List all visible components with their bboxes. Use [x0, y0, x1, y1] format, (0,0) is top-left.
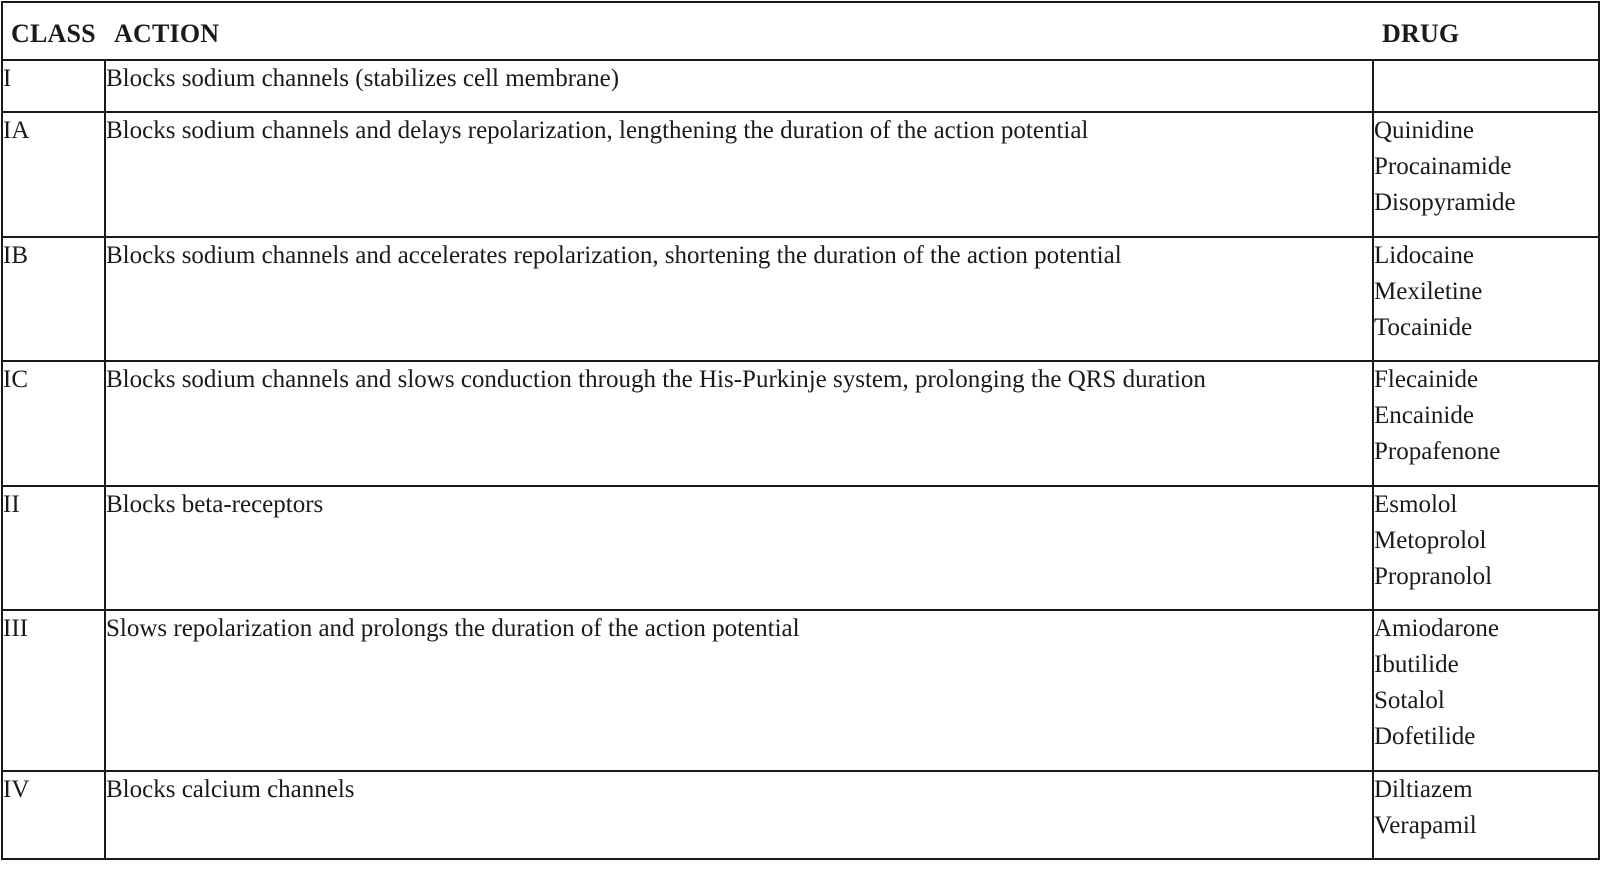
table-row: [2, 112, 1599, 237]
table-header-row: [2, 2, 1599, 60]
class-cell: IV: [2, 771, 105, 859]
drug-name: Propafenone: [1374, 438, 1501, 465]
drug-cell: [1373, 771, 1599, 859]
drug-name: Mexiletine: [1374, 278, 1483, 305]
action-cell: Slows repolarization and prolongs the duration of the action potential: [105, 610, 1373, 771]
drug-name: Quinidine: [1374, 117, 1474, 144]
action-cell: Blocks beta-receptors: [105, 486, 1373, 610]
header-drug: DRUG: [1382, 19, 1460, 48]
action-cell: Blocks sodium channels and accelerates repolarization, shortening the duration of the action potential: [105, 237, 1373, 361]
drug-name: Encainide: [1374, 402, 1474, 429]
header-class: CLASS: [11, 19, 96, 48]
drug-name: Disopyramide: [1374, 189, 1516, 216]
action-cell: Blocks calcium channels: [105, 771, 1373, 859]
drug-name: Metoprolol: [1374, 527, 1487, 554]
drug-name: Sotalol: [1374, 687, 1445, 714]
class-cell: III: [2, 610, 105, 771]
action-cell: Blocks sodium channels and delays repolarization, lengthening the duration of the action potential: [105, 112, 1373, 237]
table-row: [2, 486, 1599, 610]
drug-name: Verapamil: [1374, 812, 1477, 839]
class-cell: I: [2, 60, 105, 112]
header-action: ACTION: [114, 19, 220, 48]
drug-cell: [1373, 610, 1599, 771]
action-cell: Blocks sodium channels (stabilizes cell membrane): [105, 60, 1373, 112]
class-cell: IA: [2, 112, 105, 237]
table-row: [2, 610, 1599, 771]
drug-cell: [1373, 112, 1599, 237]
drug-name: Diltiazem: [1374, 776, 1473, 803]
table-row: [2, 237, 1599, 361]
drug-cell: [1373, 361, 1599, 486]
drug-name: Amiodarone: [1374, 615, 1499, 642]
drug-name: Procainamide: [1374, 153, 1512, 180]
table-row: [2, 361, 1599, 486]
antiarrhythmic-drug-table: [1, 1, 1600, 860]
drug-name: Lidocaine: [1374, 242, 1474, 269]
drug-name: Flecainide: [1374, 366, 1479, 393]
action-cell: Blocks sodium channels and slows conduction through the His-Purkinje system, prolonging the QRS duration: [105, 361, 1373, 486]
class-cell: II: [2, 486, 105, 610]
class-cell: IC: [2, 361, 105, 486]
drug-cell: [1373, 237, 1599, 361]
drug-name: Ibutilide: [1374, 651, 1459, 678]
drug-cell: [1373, 486, 1599, 610]
drug-name: Esmolol: [1374, 491, 1458, 518]
header-cell: [2, 2, 1599, 60]
drug-name: Propranolol: [1374, 563, 1493, 590]
drug-name: Tocainide: [1374, 314, 1473, 341]
table-row: [2, 60, 1599, 112]
class-cell: IB: [2, 237, 105, 361]
drug-cell: [1373, 60, 1599, 112]
table-row: [2, 771, 1599, 859]
drug-name: Dofetilide: [1374, 723, 1476, 750]
